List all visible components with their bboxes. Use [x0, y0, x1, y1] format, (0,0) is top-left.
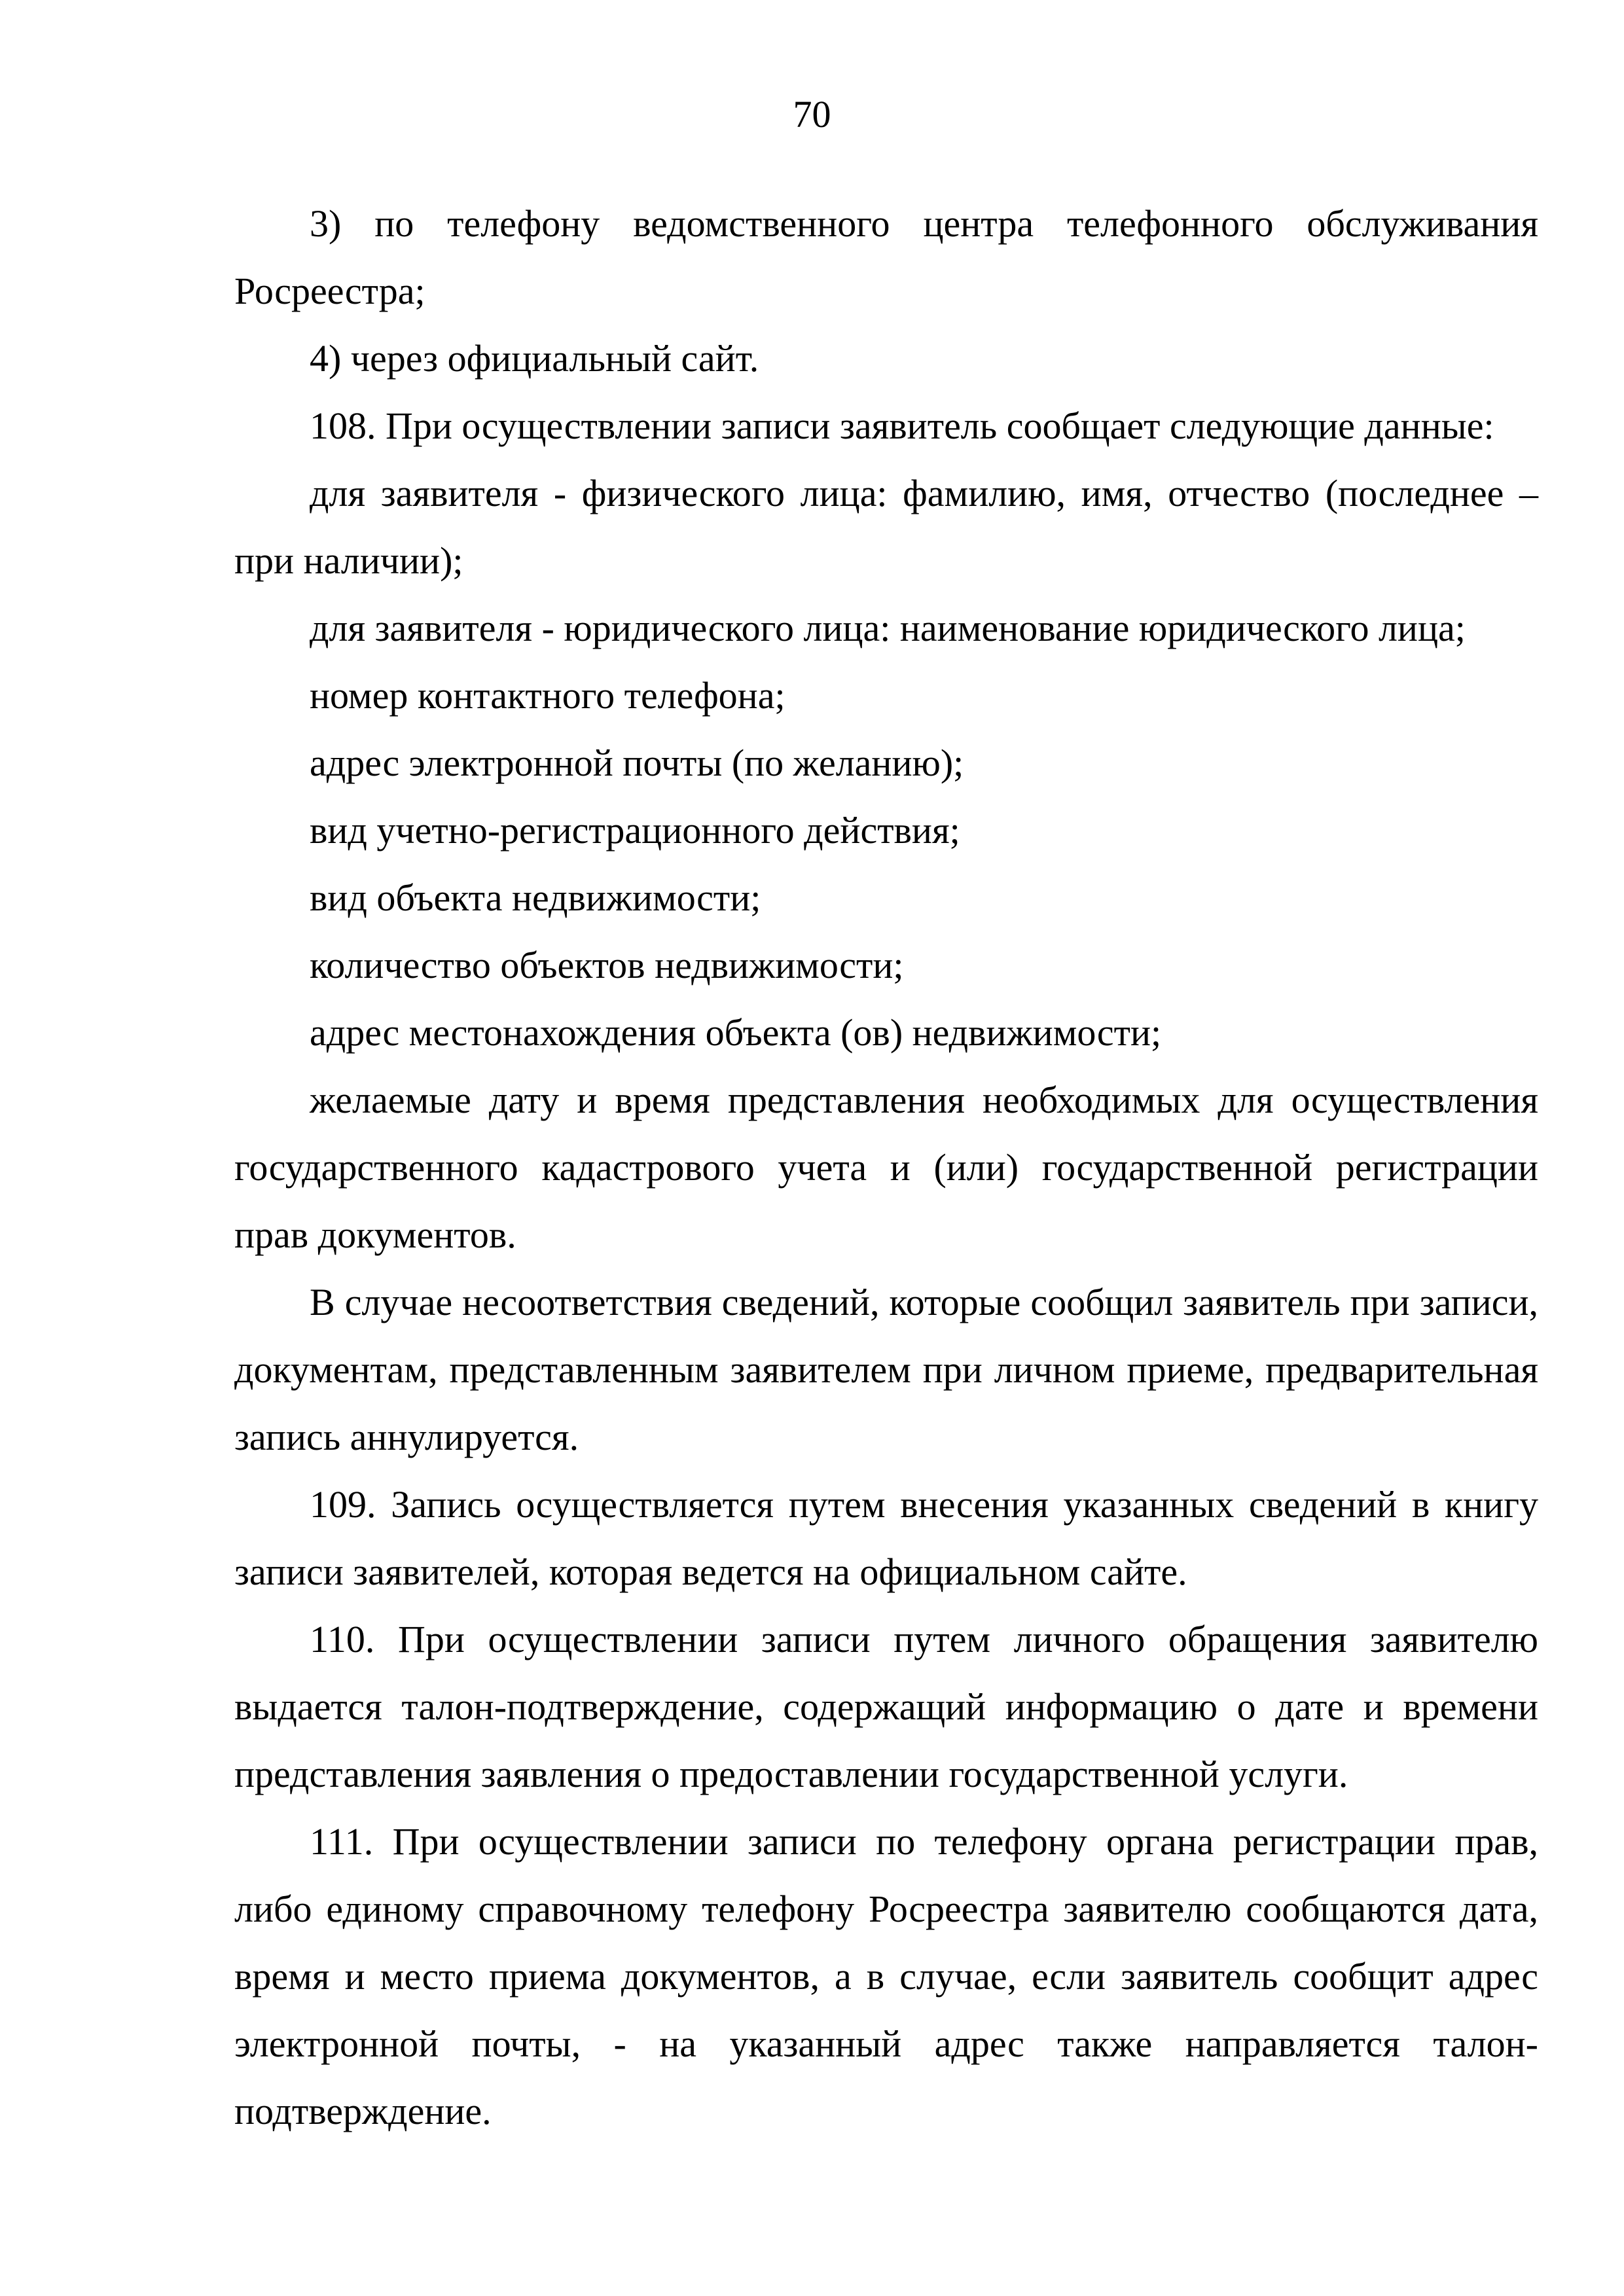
paragraph-111: 111. При осуществлении записи по телефону органа регистрации прав, либо единому справочному телефону Росреестра заявителю сообщаются дата, время и место приема документов, а в случае, если заявитель сообщит адрес электронной почты, - на указанный адрес также направляется талон-подтверждение. [234, 1820, 1538, 2132]
paragraph-item-4: 4) через официальный сайт. [310, 337, 759, 380]
paragraph-109: 109. Запись осуществляется путем внесения указанных сведений в книгу записи заявителей, которая ведется на официальном сайте. [234, 1483, 1538, 1593]
page-number: 70 [793, 93, 831, 135]
paragraph-email: адрес электронной почты (по желанию); [310, 742, 964, 784]
paragraph-property-address: адрес местонахождения объекта (ов) недвижимости; [310, 1011, 1162, 1054]
paragraph-registration-action: вид учетно-регистрационного действия; [310, 809, 960, 852]
paragraph-legal-entity-applicant: для заявителя - юридического лица: наименование юридического лица; [310, 607, 1466, 649]
document-body [234, 190, 1538, 2145]
paragraph-contact-phone: номер контактного телефона; [310, 674, 785, 717]
paragraph-desired-datetime: желаемые дату и время представления необходимых для осуществления государственного кадастрового учета и (или) государственной регистрации прав документов. [234, 1079, 1538, 1256]
paragraph-property-type: вид объекта недвижимости; [310, 876, 761, 919]
paragraph-item-3: 3) по телефону ведомственного центра телефонного обслуживания Росреестра; [234, 202, 1538, 312]
paragraph-108: 108. При осуществлении записи заявитель сообщает следующие данные: [310, 404, 1494, 447]
paragraph-property-count: количество объектов недвижимости; [310, 944, 904, 986]
paragraph-110: 110. При осуществлении записи путем личного обращения заявителю выдается талон-подтверждение, содержащий информацию о дате и времени представления заявления о предоставлении государственной услуги. [234, 1618, 1538, 1795]
paragraph-mismatch-cancellation: В случае несоответствия сведений, которые сообщил заявитель при записи, документам, представленным заявителем при личном приеме, предварительная запись аннулируется. [234, 1281, 1538, 1458]
paragraph-individual-applicant: для заявителя - физического лица: фамилию, имя, отчество (последнее – при наличии); [234, 472, 1538, 582]
